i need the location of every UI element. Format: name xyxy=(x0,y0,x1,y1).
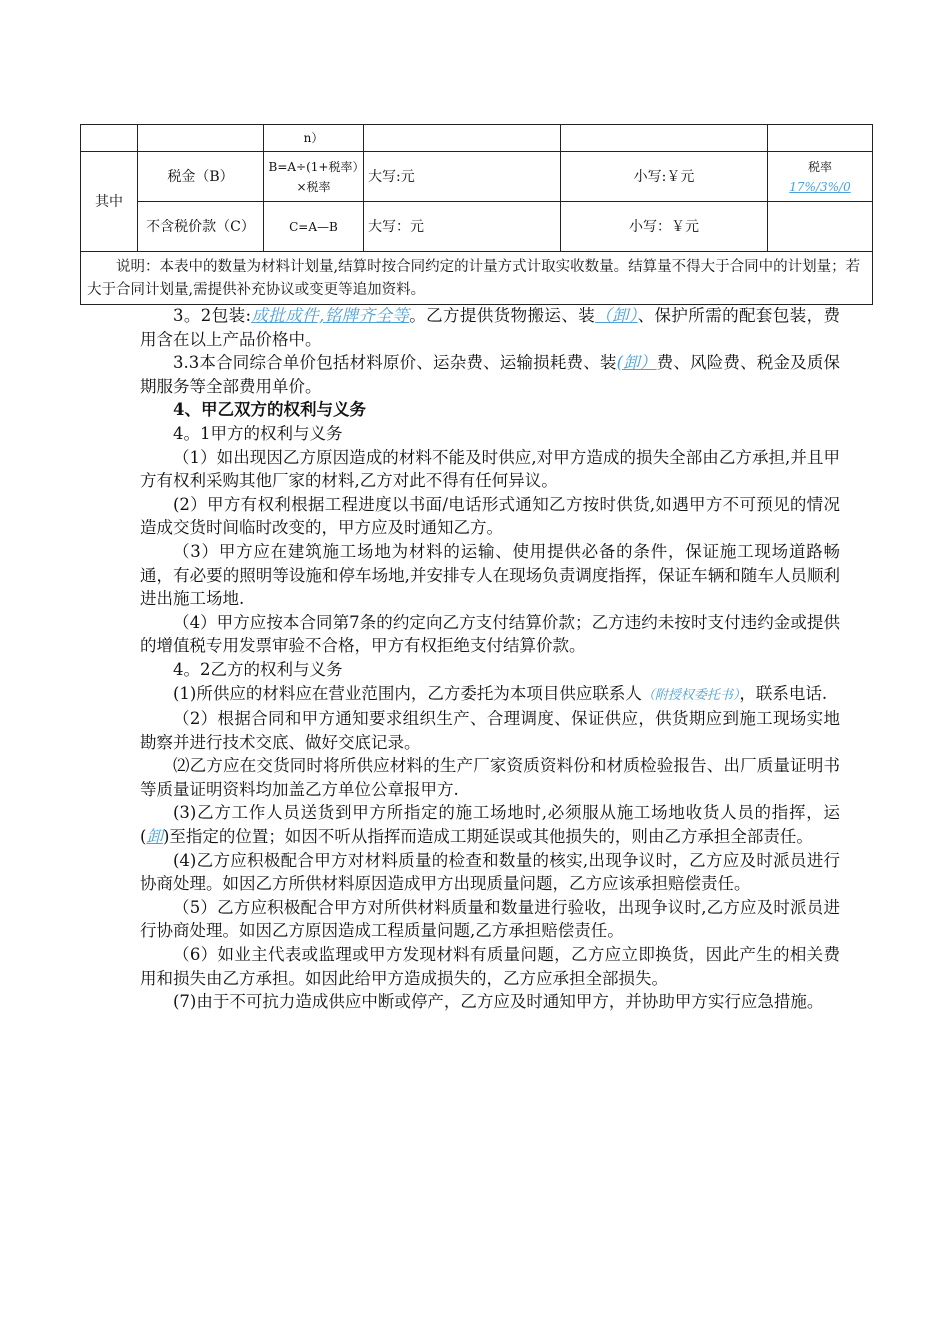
table-row xyxy=(81,202,873,252)
clause-4-1-2: (2）甲方有权利根据工程进度以书面/电话形式通知乙方按时供货,如遇甲方不可预见的情况造成交货时间临时改变的，甲方应及时通知乙方。 xyxy=(140,494,840,538)
clause-text: ，联系电话. xyxy=(739,683,828,703)
tax-formula: B=A÷(1+税率）×税率 xyxy=(264,152,364,202)
clause-4-2-2: （2）根据合同和甲方通知要求组织生产、合理调度、保证供应，供货期应到施工现场实地勘察并进行技术交底、做好交底记录。 xyxy=(140,709,840,752)
clause-4-1-1: （1）如出现因乙方原因造成的材料不能及时供应,对甲方造成的损失全部由乙方承担,并且甲方有权利采购其他厂家的材料,乙方对此不得有任何异议。 xyxy=(140,447,840,491)
clause-fill: 卸 xyxy=(146,827,163,847)
table-cell xyxy=(768,202,873,252)
group-label: 其中 xyxy=(81,152,138,252)
clause-4-2-3 xyxy=(140,801,840,848)
table-row xyxy=(81,152,873,202)
clause-4-2-1 xyxy=(140,682,840,708)
table-cell xyxy=(138,125,264,152)
table-cell: n） xyxy=(264,125,364,152)
clause-fill: 成批成件,铭牌齐全等 xyxy=(251,306,410,325)
clause-3-3 xyxy=(140,351,840,398)
clause-4-1-4: （4）甲方应按本合同第7条的约定向乙方支付结算价款；乙方违约未按时支付违约金或提供的增值税专用发票审验不合格，甲方有权拒绝支付结算价款。 xyxy=(140,612,840,656)
clause-4-2-6: （6）如业主代表或监理或甲方发现材料有质量问题，乙方应立即换货，因此产生的相关费用和损失由乙方承担。如因此给甲方造成损失的，乙方应承担全部损失。 xyxy=(140,945,840,988)
clause-4-2-4: (4)乙方应积极配合甲方对材料质量的检查和数量的核实,出现争议时，乙方应及时派员进行协商处理。如因乙方所供材料原因造成甲方出现质量问题，乙方应该承担赔偿责任。 xyxy=(140,850,840,894)
tax-rate-cell xyxy=(768,152,873,202)
clause-4-2-7: (7)由于不可抗力造成供应中断或停产，乙方应及时通知甲方，并协助甲方实行应急措施。 xyxy=(173,992,824,1012)
table-cell xyxy=(81,125,138,152)
pretax-upper: 大写：元 xyxy=(364,202,561,252)
price-table xyxy=(80,124,873,305)
clause-text: )至指定的位置；如因不听从指挥而造成工期延误或其他损失的，则由乙方承担全部责任。 xyxy=(162,827,813,847)
table-cell xyxy=(364,125,561,152)
tax-name: 税金（B） xyxy=(138,152,264,202)
tax-lower: 小写:￥元 xyxy=(561,152,768,202)
pretax-formula: C=A—B xyxy=(264,202,364,252)
clause-text: 。乙方提供货物搬运、装 xyxy=(409,306,596,325)
clause-4-2-2b: ⑵乙方应在交货同时将所供应材料的生产厂家资质资料份和材质检验报告、出厂质量证明书等质量证明资料均加盖乙方单位公章报甲方. xyxy=(140,756,840,799)
tax-rate-value: 17%/3%/0 xyxy=(789,179,851,194)
clause-3-2 xyxy=(140,304,840,351)
tax-upper: 大写:元 xyxy=(364,152,561,202)
contract-body xyxy=(140,304,840,1014)
clause-text: (3)乙方工作人员送货到甲方所指定的施工场地时,必须服从施工场地收货人员的指挥，运( xyxy=(140,803,840,847)
clause-fill: (卸） xyxy=(616,353,657,373)
pretax-lower: 小写：￥元 xyxy=(561,202,768,252)
table-cell xyxy=(561,125,768,152)
table-row xyxy=(81,252,873,305)
section-heading: 4、甲乙双方的权利与义务 xyxy=(173,400,366,420)
table-note: 说明：本表中的数量为材料计划量,结算时按合同约定的计量方式计取实收数量。结算量不得大于合同中的计划量；若大于合同计划量,需提供补充协议或变更等追加资料。 xyxy=(81,252,873,305)
clause-text: 3.3本合同综合单价包括材料原价、运杂费、运输损耗费、装 xyxy=(173,353,617,373)
table-cell xyxy=(768,125,873,152)
subsection-heading: 4。2乙方的权利与义务 xyxy=(173,659,343,679)
subsection-heading: 4。1甲方的权利与义务 xyxy=(173,423,343,443)
tax-rate-label: 税率 xyxy=(807,159,832,174)
clause-text: 3。2包装: xyxy=(173,306,252,325)
pretax-name: 不含税价款（C） xyxy=(138,202,264,252)
clause-text: (1)所供应的材料应在营业范围内，乙方委托为本项目供应联系人 xyxy=(173,683,642,703)
clause-4-2-5: （5）乙方应积极配合甲方对所供材料质量和数量进行验收，出现争议时,乙方应及时派员进行协商处理。如因乙方原因造成工程质量问题,乙方承担赔偿责任。 xyxy=(140,897,840,941)
clause-text: 、保护所需的配套包装，费用含在以上产品价格中。 xyxy=(140,306,841,349)
clause-fill: （附授权委托书） xyxy=(641,687,740,703)
clause-4-1-3: （3）甲方应在建筑施工场地为材料的运输、使用提供必备的条件，保证施工现场道路畅通，有必要的照明等设施和停车场地,并安排专人在现场负责调度指挥，保证车辆和随车人员顺利进出施工场地. xyxy=(140,541,840,609)
clause-fill: （卸） xyxy=(595,306,638,325)
table-row xyxy=(81,125,873,152)
clause-text: 费、风险费、税金及质保期服务等全部费用单价。 xyxy=(140,353,840,396)
